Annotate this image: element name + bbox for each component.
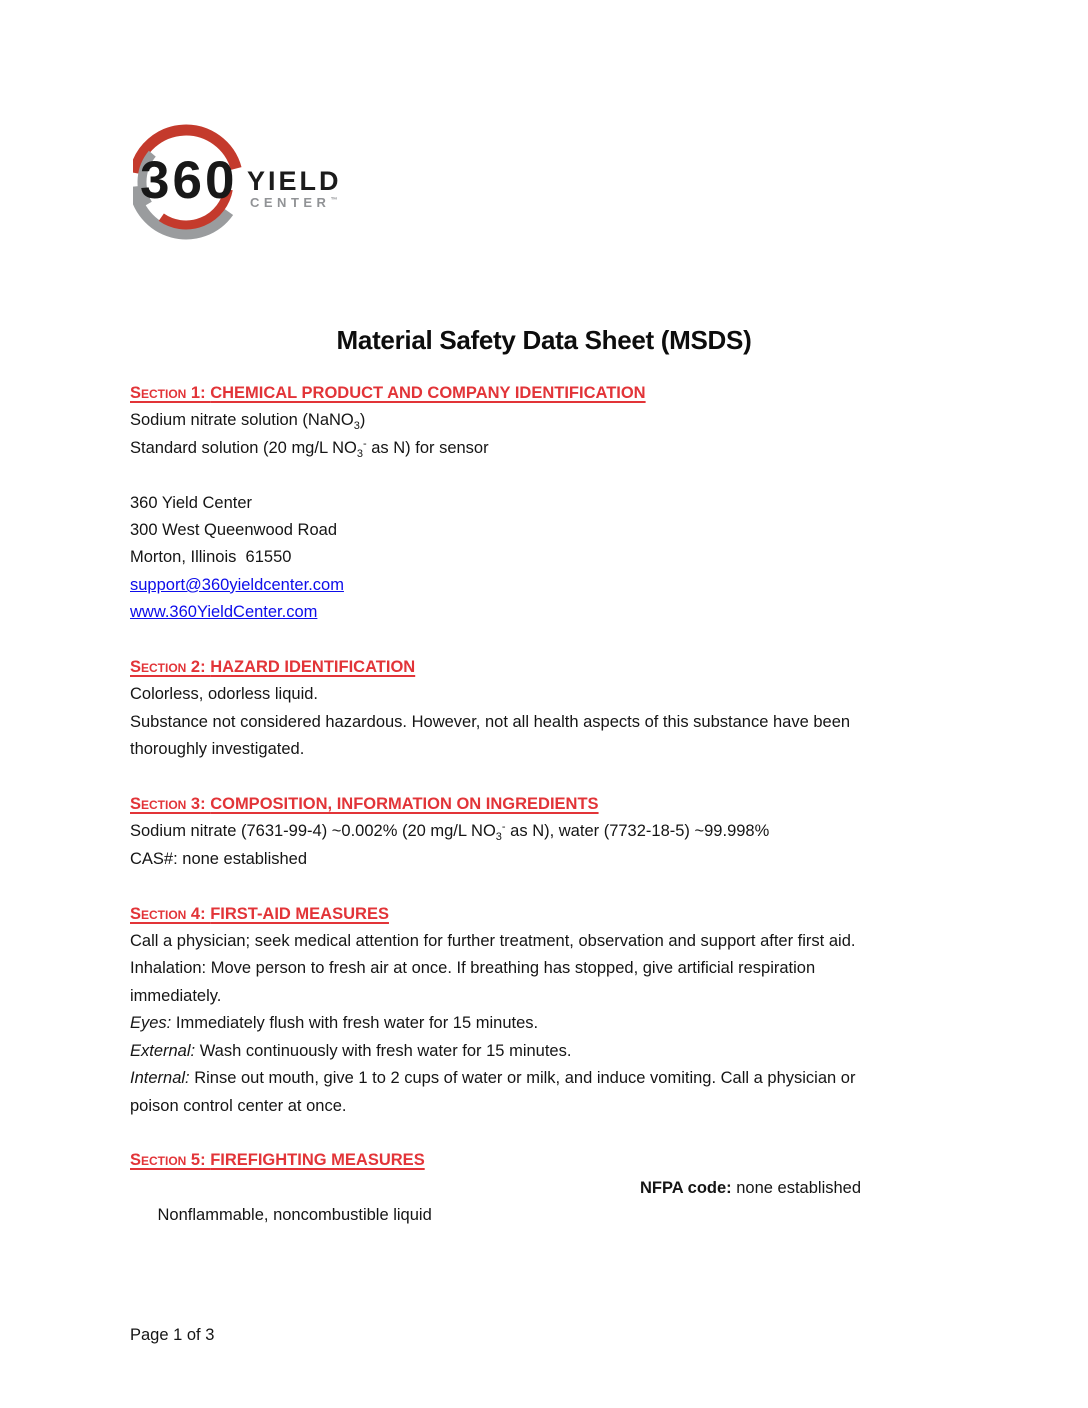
section-4-heading [130,901,960,928]
nfpa-code [640,1175,861,1202]
section-5-heading-text: FIREFIGHTING MEASURES [210,1151,425,1170]
blank-line [130,462,960,489]
section-2-heading-text: HAZARD IDENTIFICATION [210,658,416,677]
section-5-heading [130,1147,960,1174]
firefighting-text: Nonflammable, noncombustible liquid [157,1206,432,1225]
section-5-label: Section 5: [130,1151,211,1170]
company-logo [133,120,373,248]
document-body [130,380,960,1284]
trademark-symbol: ™ [330,197,338,204]
first-aid-internal-line: Internal: Rinse out mouth, give 1 to 2 cups of water or milk, and induce vomiting. Call a physician or [130,1069,856,1088]
email-line [130,572,960,599]
hazard-line-1: Colorless, odorless liquid. [130,685,319,704]
logo-360-text: 360 [140,151,238,210]
address-street-line: 300 West Queenwood Road [130,521,337,540]
first-aid-inhalation-line: Inhalation: Move person to fresh air at once. If breathing has stopped, give artificial respiration [130,959,816,978]
blank-line [130,764,960,791]
support-email-link[interactable]: support@360yieldcenter.com [130,575,344,594]
first-aid-line-1: Call a physician; seek medical attention for further treatment, observation and support after first aid. [130,932,856,951]
page-number: Page 1 of 3 [130,1326,215,1344]
website-link[interactable]: www.360YieldCenter.com [130,603,318,622]
subscript-3: 3 [353,420,360,433]
section-1-heading [130,380,960,407]
document-title: Material Safety Data Sheet (MSDS) [336,325,752,355]
section-4-label: Section 4: [130,904,211,923]
section-1-label: Section 1: [130,384,211,402]
first-aid-internal-cont: poison control center at once. [130,1096,347,1115]
section-4-heading-text: FIRST-AID MEASURES [210,904,389,923]
internal-label: Internal: [130,1069,190,1088]
hazard-line-2: Substance not considered hazardous. However, not all health aspects of this substance have been [130,712,851,731]
address-city-line: Morton, Illinois 61550 [130,548,292,567]
firefighting-line [130,1175,960,1285]
external-label: External: [130,1041,196,1060]
standard-solution-line: Standard solution (20 mg/L $NO_3^-$ as N) for sensor [130,437,489,460]
logo-yield-text: YIELD [247,166,342,196]
superscript-minus: - [362,437,367,450]
first-aid-inhalation-cont: immediately. [130,986,222,1005]
eyes-label: Eyes: [130,1014,172,1033]
nfpa-code-value: none established [731,1178,862,1197]
website-line [130,599,960,626]
first-aid-eyes-line: Eyes: Immediately flush with fresh water for 15 minutes. [130,1014,539,1033]
subscript-3: 3 [356,447,363,460]
blank-line [130,1120,960,1147]
section-2-label: Section 2: [130,658,211,677]
blank-line [130,627,960,654]
hazard-line-3: thoroughly investigated. [130,740,305,759]
section-1-heading-text: CHEMICAL PRODUCT AND COMPANY IDENTIFICATION [210,384,646,402]
nfpa-code-label: NFPA code: [640,1178,732,1197]
company-name-line: 360 Yield Center [130,493,253,512]
section-3-heading-text: COMPOSITION, INFORMATION ON INGREDIENTS [210,795,599,814]
composition-line: Sodium nitrate (7631-99-4) ~0.002% (20 mg/L $NO_3^-$ as N), water (7732-18-5) ~99.998% [130,821,770,844]
section-2-heading [130,654,960,681]
section-3-label: Section 3: [130,795,211,814]
first-aid-external-line: External: Wash continuously with fresh water for 15 minutes. [130,1041,572,1060]
subscript-3: 3 [495,831,502,844]
section-3-heading [130,791,960,818]
logo-center-text: CENTER™ [250,195,338,210]
blank-line [130,873,960,900]
cas-number-line: CAS#: none established [130,849,308,868]
product-name-line: Sodium nitrate solution (NaNO$_3$) [130,411,366,433]
superscript-minus: - [501,821,506,834]
